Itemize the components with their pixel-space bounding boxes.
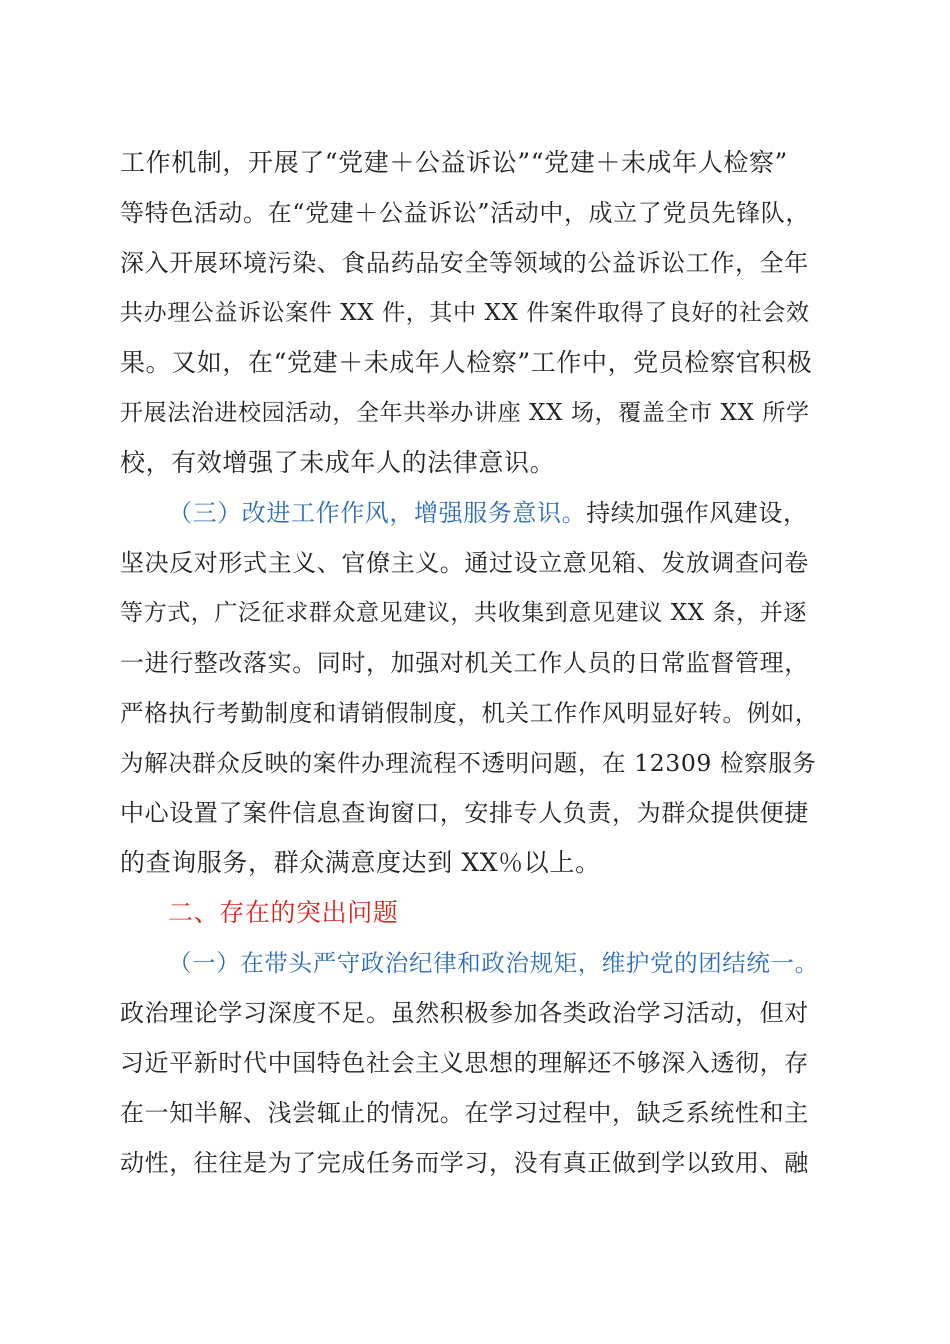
body-line: 为解决群众反映的案件办理流程不透明问题，在 12309 检察服务 <box>120 749 817 777</box>
body-line: 开展法治进校园活动，全年共举办讲座 XX 场，覆盖全市 XX 所学 <box>120 400 810 426</box>
subheading-inline: （三）改进工作作风，增强服务意识。 <box>168 499 587 527</box>
body-line: 果。又如，在“党建＋未成年人检察”工作中，党员检察官积极 <box>120 348 813 377</box>
body-line: 严格执行考勤制度和请销假制度，机关工作作风明显好转。例如， <box>120 699 819 727</box>
body-line: 工作机制，开展了“党建＋公益诉讼”“党建＋未成年人检察” <box>120 148 788 177</box>
body-line: 动性，往往是为了完成任务而学习，没有真正做到学以致用、融 <box>120 1149 809 1177</box>
body-line: 等特色活动。在“党建＋公益诉讼”活动中，成立了党员先锋队， <box>120 199 810 227</box>
body-line: 共办理公益诉讼案件 XX 件，其中 XX 件案件取得了良好的社会效 <box>120 300 810 326</box>
body-line: 等方式，广泛征求群众意见建议，共收集到意见建议 XX 条，并逐 <box>120 600 807 626</box>
subsection-heading: （一）在带头严守政治纪律和政治规矩，维护党的团结统一。 <box>168 949 819 977</box>
body-text-inline: 持续加强作风建设， <box>586 499 808 527</box>
body-line: 校，有效增强了未成年人的法律意识。 <box>120 448 556 477</box>
body-line: 政治理论学习深度不足。虽然积极参加各类政治学习活动，但对 <box>120 999 809 1027</box>
body-line: 在一知半解、浅尝辄止的情况。在学习过程中，缺乏系统性和主 <box>120 1099 809 1127</box>
section-heading: 二、存在的突出问题 <box>168 898 399 927</box>
body-line: 习近平新时代中国特色社会主义思想的理解还不够深入透彻，存 <box>120 1049 809 1077</box>
body-line: 中心设置了案件信息查询窗口，安排专人负责，为群众提供便捷 <box>120 799 809 827</box>
body-line: 一进行整改落实。同时，加强对机关工作人员的日常监督管理， <box>120 649 809 677</box>
body-line: 深入开展环境污染、食品药品安全等领域的公益诉讼工作，全年 <box>120 249 809 277</box>
body-line: 的查询服务，群众满意度达到 XX％以上。 <box>120 848 601 877</box>
body-line: 坚决反对形式主义、官僚主义。通过设立意见箱、发放调查问卷 <box>120 549 809 577</box>
paragraph-start-line <box>168 498 808 528</box>
